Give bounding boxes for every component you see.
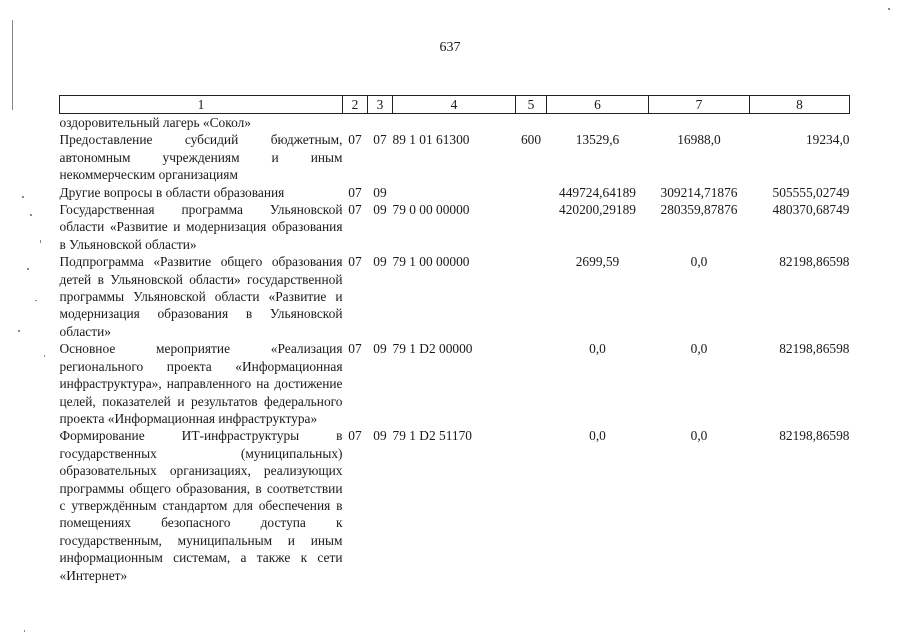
row-name: Другие вопросы в области образования <box>59 184 285 200</box>
column-header: 1 <box>60 96 343 114</box>
table-row <box>60 253 850 340</box>
table-row <box>60 427 850 584</box>
row-amount-col6: 2699,59 <box>575 254 620 270</box>
column-header: 2 <box>343 96 368 114</box>
budget-table <box>59 95 850 584</box>
row-amount-col6: 420200,29189 <box>559 202 636 218</box>
row-amount-col7: 0,0 <box>690 428 708 444</box>
row-target-article <box>393 114 516 132</box>
row-amount-col6: 0,0 <box>589 341 606 357</box>
scan-speck <box>27 268 29 270</box>
row-subsection: 09 <box>373 341 387 357</box>
row-amount-col7: 16988,0 <box>677 132 721 148</box>
row-section: 07 <box>348 341 362 357</box>
row-section <box>343 114 368 132</box>
row-section: 07 <box>348 428 362 444</box>
row-amount-col8 <box>750 114 850 132</box>
row-amount-col8: 505555,02749 <box>772 184 850 200</box>
row-amount-col8: 480370,68749 <box>772 202 850 218</box>
table-row <box>60 201 850 253</box>
column-header: 8 <box>750 96 850 114</box>
row-amount-col7 <box>649 114 750 132</box>
row-target-article: 79 1 D2 51170 <box>392 428 472 444</box>
row-amount-col7: 0,0 <box>690 254 708 270</box>
row-target-article <box>393 184 516 201</box>
scan-speck <box>888 8 890 10</box>
row-amount-col8: 82198,86598 <box>779 254 850 270</box>
row-amount-col7: 309214,71876 <box>660 184 738 200</box>
column-header: 5 <box>516 96 547 114</box>
row-amount-col6: 13529,6 <box>575 132 620 148</box>
row-expense-type <box>516 184 547 201</box>
row-expense-type <box>516 201 547 253</box>
row-name: Подпрограмма «Развитие общего образования детей в Ульяновской области» государственной программы Ульяновской области «Развитие и модернизация образования в Ульяновской области» <box>59 254 343 339</box>
row-section: 07 <box>348 202 362 218</box>
row-subsection: 09 <box>373 428 387 444</box>
row-expense-type: 600 <box>520 132 542 148</box>
column-header: 4 <box>393 96 516 114</box>
scan-speck <box>35 300 37 301</box>
row-subsection: 09 <box>373 184 387 200</box>
scan-edge-line <box>12 20 13 110</box>
page-number: 637 <box>439 40 461 55</box>
column-header: 6 <box>547 96 649 114</box>
row-expense-type <box>516 340 547 427</box>
column-header: 7 <box>649 96 750 114</box>
scan-speck <box>44 355 45 357</box>
table-header-row <box>60 96 850 114</box>
scan-speck <box>22 196 24 198</box>
scan-speck <box>40 240 41 243</box>
row-expense-type <box>516 253 547 340</box>
row-name: Формирование ИТ-инфраструктуры в государственных (муниципальных) образовательных организациях, реализующих программы общего образования, в соответствии с утверждённым стандартом для обеспечения в помещениях безопасного доступа к государственным, муниципальным и иным информационным системам, а также к сети «Интернет» <box>59 428 343 583</box>
row-amount-col8: 82198,86598 <box>779 341 850 357</box>
table-row <box>60 131 850 183</box>
row-amount-col8: 19234,0 <box>805 132 850 148</box>
table-row <box>60 340 850 427</box>
scan-speck <box>18 330 20 332</box>
scan-speck <box>30 214 32 216</box>
column-header: 3 <box>368 96 393 114</box>
scan-speck <box>24 630 25 632</box>
row-amount-col7: 0,0 <box>690 341 708 357</box>
row-subsection: 07 <box>373 132 387 148</box>
row-section: 07 <box>348 184 362 200</box>
table-row <box>60 114 850 132</box>
row-target-article: 79 1 D2 00000 <box>392 341 473 357</box>
row-expense-type <box>516 114 547 132</box>
row-section: 07 <box>348 254 362 270</box>
row-amount-col7: 280359,87876 <box>660 202 738 218</box>
row-amount-col6: 0,0 <box>589 428 606 444</box>
row-subsection: 09 <box>373 254 387 270</box>
table-row <box>60 184 850 201</box>
row-amount-col6: 449724,64189 <box>559 184 636 200</box>
row-subsection <box>368 114 393 132</box>
row-subsection: 09 <box>373 202 387 218</box>
row-name: Предоставление субсидий бюджетным, автономным учреждениям и иным некоммерческим организациям <box>59 132 343 183</box>
row-name: Основное мероприятие «Реализация регионального проекта «Информационная инфраструктура», направленного на достижение целей, показателей и результатов федерального проекта «Информационная инфраструктура» <box>59 341 343 426</box>
row-expense-type <box>516 427 547 584</box>
row-name: оздоровительный лагерь «Сокол» <box>59 115 251 130</box>
row-section: 07 <box>348 132 362 148</box>
row-target-article: 79 1 00 00000 <box>392 254 470 270</box>
row-amount-col6 <box>547 114 649 132</box>
row-name: Государственная программа Ульяновской области «Развитие и модернизация образования в Ульяновской области» <box>59 202 343 252</box>
row-amount-col8: 82198,86598 <box>779 428 850 444</box>
row-target-article: 79 0 00 00000 <box>392 202 470 218</box>
row-target-article: 89 1 01 61300 <box>392 132 470 148</box>
